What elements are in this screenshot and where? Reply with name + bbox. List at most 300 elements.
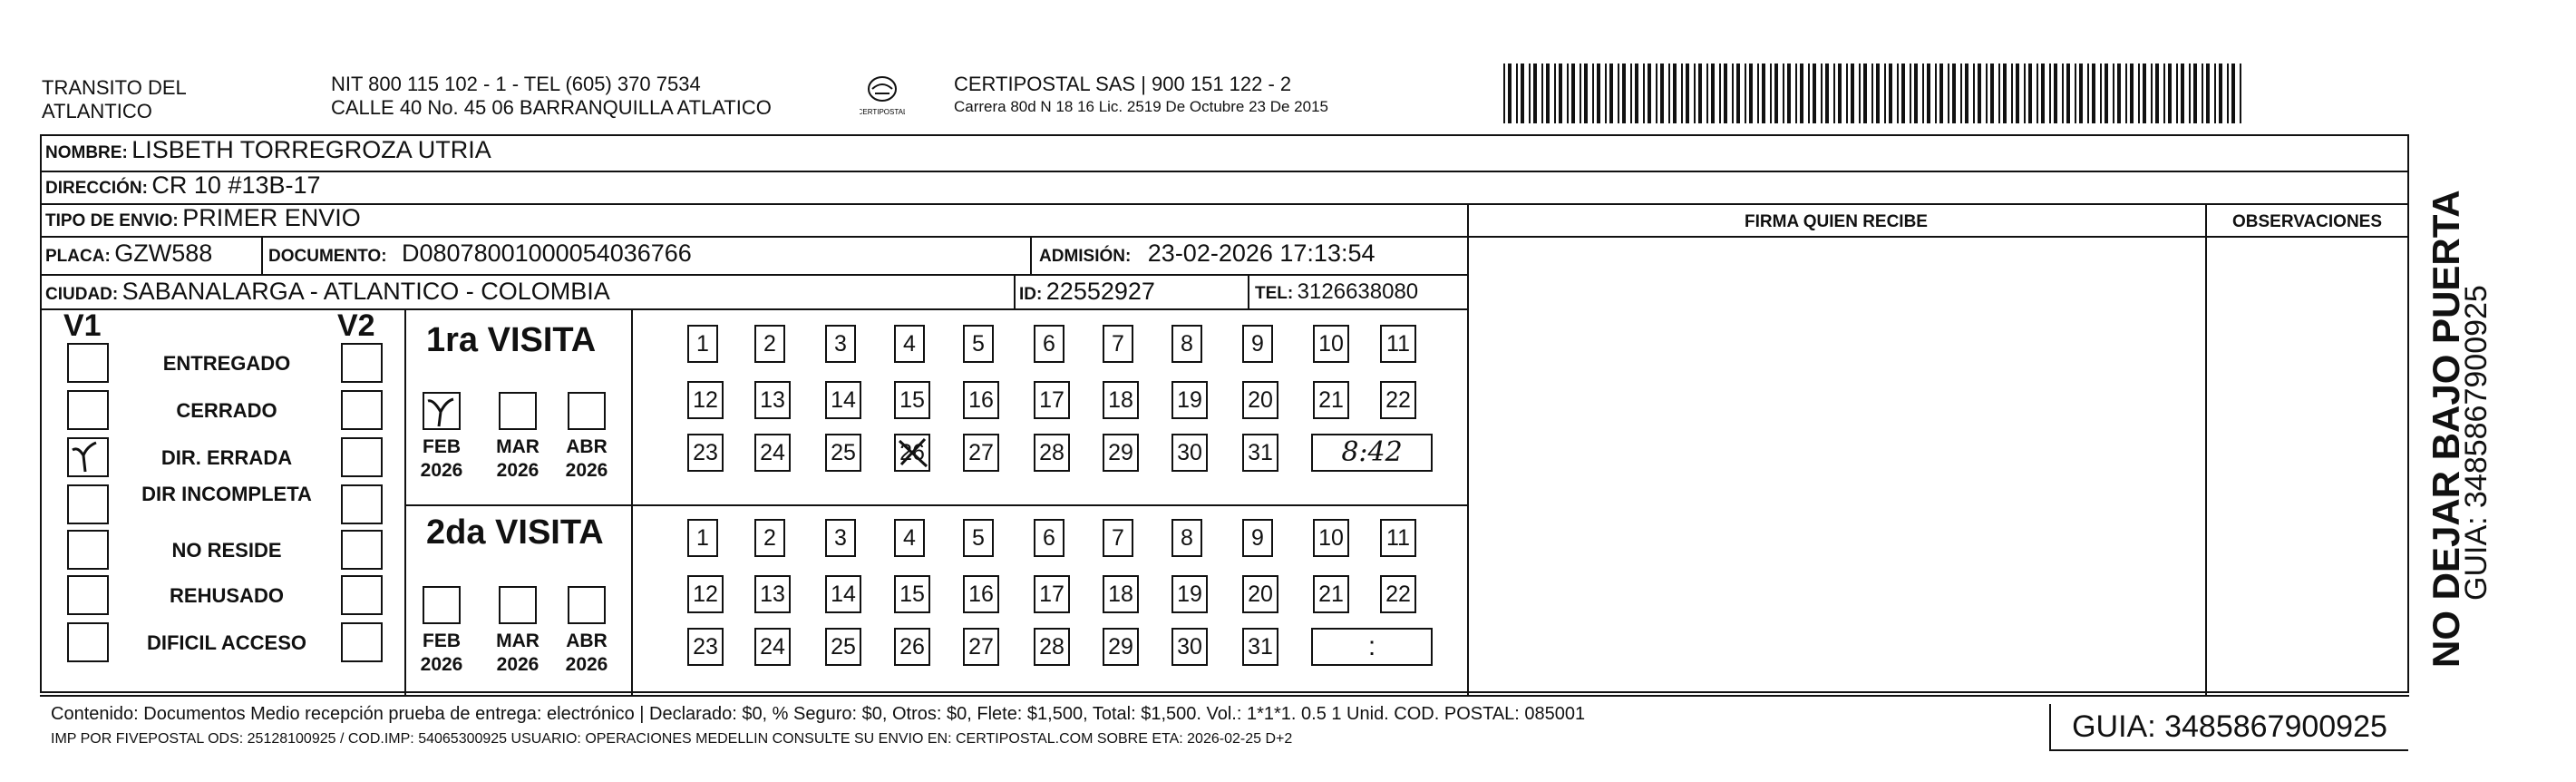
license-line: Carrera 80d N 18 16 Lic. 2519 De Octubre 23 De 2015	[954, 98, 1328, 115]
first-visit-day-25[interactable]	[825, 434, 861, 472]
v1-checkbox[interactable]	[67, 575, 109, 615]
barcode-bar	[1567, 64, 1569, 123]
sender-line-1: TRANSITO DEL	[42, 76, 187, 99]
barcode-bar	[1774, 64, 1778, 123]
barcode-bar	[2036, 64, 2038, 123]
first-visit-day-21[interactable]	[1313, 381, 1349, 419]
first-visit-month-feb-checkbox[interactable]	[423, 392, 461, 430]
first-visit-day-26[interactable]	[894, 434, 930, 472]
day-number: 9	[1251, 331, 1264, 357]
status-label: CERRADO	[176, 399, 277, 422]
second-visit-day-23[interactable]	[687, 628, 724, 666]
day-number: 2	[763, 525, 776, 551]
barcode-bar	[1749, 64, 1753, 123]
contents-line: Contenido: Documentos Medio recepción prueba de entrega: electrónico | Declarado: $0, % Seguro: $0, Otros: $0, Flete: $1,500, Total: $1,500. Vol.: 1*1*1. 0.5 1 Unid. COD. POSTAL: 085001	[51, 704, 1586, 724]
first-visit-day-29[interactable]	[1103, 434, 1139, 472]
day-number: 1	[696, 525, 709, 551]
day-number: 8	[1181, 525, 1193, 551]
v1-checkbox[interactable]	[67, 530, 109, 570]
barcode-bar	[1846, 64, 1848, 123]
day-number: 16	[968, 582, 994, 607]
second-visit-month-feb-checkbox[interactable]	[423, 586, 461, 624]
barcode-bar	[1821, 64, 1823, 123]
v2-checkbox[interactable]	[341, 484, 383, 524]
barcode-bar	[2041, 64, 2045, 123]
barcode-bar	[1533, 64, 1537, 123]
day-number: 8	[1181, 331, 1193, 357]
second-visit-day-24[interactable]	[754, 628, 791, 666]
side-guia: GUIA: 3485867900925	[2459, 285, 2493, 601]
status-label: DIFICIL ACCESO	[146, 631, 306, 654]
second-visit-day-17[interactable]	[1034, 575, 1070, 613]
barcode-bar	[1503, 64, 1505, 123]
day-number: 25	[831, 440, 856, 465]
first-visit-day-14[interactable]	[825, 381, 861, 419]
second-visit-day-7[interactable]	[1103, 519, 1133, 557]
barcode-bar	[2003, 64, 2007, 123]
barcode-bar	[1660, 64, 1664, 123]
barcode-bar	[1838, 64, 1842, 123]
v2-label: V2	[337, 308, 375, 343]
first-visit-day-6[interactable]	[1034, 325, 1064, 363]
second-visit-month-mar-checkbox[interactable]	[499, 586, 537, 624]
documento-cell	[268, 239, 692, 268]
barcode-bar	[2075, 64, 2076, 123]
sender-line-2: ATLANTICO	[42, 100, 152, 122]
placa-value: GZW588	[114, 239, 213, 267]
barcode-bar	[1910, 64, 1911, 123]
status-label: ENTREGADO	[162, 352, 291, 375]
direccion-value: CR 10 #13B-17	[151, 171, 321, 199]
day-number: 3	[834, 525, 847, 551]
v2-checkbox[interactable]	[341, 390, 383, 430]
day-number: 27	[968, 634, 994, 660]
barcode-bar	[2130, 64, 2134, 123]
day-number: 17	[1039, 582, 1064, 607]
barcode-bar	[1516, 64, 1518, 123]
barcode-bar	[1686, 64, 1689, 123]
barcode-bar	[2240, 64, 2241, 123]
barcode-bar	[1762, 64, 1765, 123]
day-number: 30	[1177, 634, 1202, 660]
second-visit-day-8[interactable]	[1171, 519, 1202, 557]
check-mark-icon	[69, 439, 107, 475]
barcode-bar	[1592, 64, 1594, 123]
barcode-bar	[1694, 64, 1696, 123]
first-visit-day-9[interactable]	[1242, 325, 1273, 363]
barcode-bar	[2138, 64, 2140, 123]
barcode-bar	[1698, 64, 1702, 123]
day-number: 1	[696, 331, 709, 357]
barcode-bar	[1825, 64, 1829, 123]
second-visit-day-27[interactable]	[963, 628, 999, 666]
first-visit-day-19[interactable]	[1171, 381, 1208, 419]
barcode-bar	[2189, 64, 2191, 123]
barcode-bar	[1580, 64, 1581, 123]
barcode-bar	[1571, 64, 1575, 123]
id-label: ID:	[1019, 285, 1043, 304]
barcode-bar	[1643, 64, 1645, 123]
second-visit-day-22[interactable]	[1380, 575, 1416, 613]
second-visit-day-12[interactable]	[687, 575, 724, 613]
barcode-bar	[2181, 64, 2184, 123]
first-visit-day-18[interactable]	[1103, 381, 1139, 419]
guia-box: GUIA: 3485867900925	[2049, 704, 2408, 751]
day-number: 26	[899, 440, 925, 465]
nit-line: NIT 800 115 102 - 1 - TEL (605) 370 7534	[331, 73, 701, 95]
second-visit-day-18[interactable]	[1103, 575, 1139, 613]
v1-checkbox[interactable]	[67, 343, 109, 383]
admision-value: 23-02-2026 17:13:54	[1147, 239, 1375, 267]
tel-cell	[1255, 279, 1418, 305]
observaciones-label: OBSERVACIONES	[2231, 212, 2383, 231]
barcode-bar	[2168, 64, 2172, 123]
direccion-row	[45, 171, 321, 200]
day-number: 28	[1039, 634, 1064, 660]
second-visit-day-3[interactable]	[825, 519, 856, 557]
day-number: 20	[1248, 387, 1273, 413]
barcode-bar	[2016, 64, 2019, 123]
direccion-label: DIRECCIÓN:	[45, 179, 148, 198]
barcode-bar	[1508, 64, 1512, 123]
barcode-bar	[1813, 64, 1816, 123]
barcode-bar	[2219, 64, 2222, 123]
barcode-bar	[1724, 64, 1727, 123]
ciudad-value: SABANALARGA - ATLANTICO - COLOMBIA	[122, 278, 610, 305]
second-visit-day-20[interactable]	[1242, 575, 1278, 613]
day-number: 29	[1108, 440, 1133, 465]
ciudad-cell	[45, 278, 610, 306]
v1-checkbox[interactable]	[67, 484, 109, 524]
v1-checkbox[interactable]	[67, 390, 109, 430]
tipo-label: TIPO DE ENVIO:	[45, 211, 179, 230]
second-visit-month-label: ABR 2026	[565, 630, 608, 675]
day-number: 27	[968, 440, 994, 465]
second-visit-month-label: FEB 2026	[420, 630, 463, 675]
day-number: 25	[831, 634, 856, 660]
barcode-bar	[1630, 64, 1632, 123]
first-visit-month-label: ABR 2026	[565, 436, 608, 481]
first-visit-day-23[interactable]	[687, 434, 724, 472]
first-visit-day-12[interactable]	[687, 381, 724, 419]
day-number: 22	[1385, 582, 1411, 607]
second-visit-day-30[interactable]	[1171, 628, 1208, 666]
v1-label: V1	[63, 308, 102, 343]
barcode-bar	[1648, 64, 1651, 123]
barcode-bar	[1681, 64, 1683, 123]
day-number: 19	[1177, 582, 1202, 607]
second-visit-day-25[interactable]	[825, 628, 861, 666]
day-number: 28	[1039, 440, 1064, 465]
first-visit-day-8[interactable]	[1171, 325, 1202, 363]
day-number: 23	[693, 440, 718, 465]
day-number: 30	[1177, 440, 1202, 465]
barcode-bar	[1711, 64, 1715, 123]
barcode-bar	[2193, 64, 2197, 123]
barcode-bar	[1897, 64, 1899, 123]
first-visit-day-11[interactable]	[1380, 325, 1416, 363]
first-visit-day-15[interactable]	[894, 381, 930, 419]
first-visit-day-24[interactable]	[754, 434, 791, 472]
day-number: 4	[903, 331, 916, 357]
day-number: 31	[1248, 634, 1273, 660]
first-visit-day-20[interactable]	[1242, 381, 1278, 419]
day-number: 11	[1386, 331, 1410, 357]
barcode-bar	[1876, 64, 1880, 123]
second-visit-day-2[interactable]	[754, 519, 785, 557]
first-visit-month-abr-checkbox[interactable]	[568, 392, 606, 430]
barcode-bar	[1559, 64, 1562, 123]
barcode-bar	[2087, 64, 2089, 123]
second-visit-day-1[interactable]	[687, 519, 718, 557]
day-number: 10	[1318, 331, 1344, 357]
barcode-bar	[1884, 64, 1886, 123]
nombre-label: NOMBRE:	[45, 143, 128, 162]
second-visit-day-10[interactable]	[1313, 519, 1349, 557]
barcode-bar	[2028, 64, 2032, 123]
day-number: 12	[693, 582, 718, 607]
first-visit-day-27[interactable]	[963, 434, 999, 472]
day-number: 19	[1177, 387, 1202, 413]
status-label: DIR. ERRADA	[160, 446, 293, 469]
day-number: 31	[1248, 440, 1273, 465]
barcode-bar	[2155, 64, 2159, 123]
first-visit-day-31[interactable]	[1242, 434, 1278, 472]
day-number: 16	[968, 387, 994, 413]
barcode-bar	[1618, 64, 1619, 123]
company-info	[954, 73, 1328, 116]
day-number: 24	[760, 634, 785, 660]
day-number: 13	[760, 387, 785, 413]
first-visit-month-label: FEB 2026	[420, 436, 463, 481]
first-visit-month-mar-checkbox[interactable]	[499, 392, 537, 430]
id-cell	[1019, 278, 1155, 306]
tipo-value: PRIMER ENVIO	[182, 204, 361, 231]
second-visit-day-5[interactable]	[963, 519, 994, 557]
barcode-bar	[1795, 64, 1797, 123]
barcode-bar	[1990, 64, 1994, 123]
first-visit-day-10[interactable]	[1313, 325, 1349, 363]
barcode-bar	[1800, 64, 1803, 123]
barcode-bar	[2011, 64, 2013, 123]
day-number: 12	[693, 387, 718, 413]
v2-checkbox[interactable]	[341, 575, 383, 615]
barcode-bar	[1939, 64, 1943, 123]
tipo-envio-row	[45, 204, 361, 232]
second-visit-day-19[interactable]	[1171, 575, 1208, 613]
v1-checkbox[interactable]	[67, 437, 109, 477]
barcode-bar	[1998, 64, 2000, 123]
first-visit-time-box[interactable]: 8:42	[1311, 434, 1433, 472]
day-number: 18	[1108, 582, 1133, 607]
v2-checkbox[interactable]	[341, 437, 383, 477]
first-visit-day-7[interactable]	[1103, 325, 1133, 363]
day-number: 4	[903, 525, 916, 551]
barcode-bar	[1529, 64, 1531, 123]
firma-label: FIRMA QUIEN RECIBE	[1745, 212, 1928, 231]
documento-value: D08078001000054036766	[402, 239, 692, 267]
barcode-bar	[1668, 64, 1670, 123]
second-visit-day-15[interactable]	[894, 575, 930, 613]
second-visit-day-4[interactable]	[894, 519, 925, 557]
day-number: 20	[1248, 582, 1273, 607]
first-visit-day-30[interactable]	[1171, 434, 1208, 472]
documento-label: DOCUMENTO:	[268, 247, 387, 266]
status-label: NO RESIDE	[171, 539, 282, 562]
no-dejar-notice: NO DEJAR BAJO PUERTA	[2425, 190, 2467, 668]
sender-name	[42, 76, 187, 123]
first-visit-day-4[interactable]	[894, 325, 925, 363]
barcode-bar	[1597, 64, 1600, 123]
second-visit-day-9[interactable]	[1242, 519, 1273, 557]
second-visit-day-31[interactable]	[1242, 628, 1278, 666]
barcode-bar	[2231, 64, 2235, 123]
day-number: 5	[972, 525, 985, 551]
day-number: 29	[1108, 634, 1133, 660]
barcode-bar	[1736, 64, 1740, 123]
barcode-bar	[1656, 64, 1657, 123]
barcode-bar	[2151, 64, 2153, 123]
barcode-bar	[2113, 64, 2114, 123]
barcode-bar	[2163, 64, 2165, 123]
second-visit-day-26[interactable]	[894, 628, 930, 666]
second-visit-time-box[interactable]: :	[1311, 628, 1433, 666]
nombre-value: LISBETH TORREGROZA UTRIA	[131, 136, 491, 163]
first-visit-day-5[interactable]	[963, 325, 994, 363]
second-visit-day-11[interactable]	[1380, 519, 1416, 557]
sender-info	[331, 73, 772, 120]
day-number: 7	[1112, 525, 1124, 551]
v2-checkbox[interactable]	[341, 622, 383, 662]
second-visit-day-16[interactable]	[963, 575, 999, 613]
barcode-bar	[1978, 64, 1981, 123]
day-number: 7	[1112, 331, 1124, 357]
status-label: REHUSADO	[170, 584, 284, 607]
barcode-bar	[2100, 64, 2102, 123]
barcode-bar	[2117, 64, 2121, 123]
day-number: 3	[834, 331, 847, 357]
barcode-bar	[1546, 64, 1550, 123]
tel-label: TEL:	[1255, 284, 1294, 303]
day-number: 11	[1386, 525, 1410, 551]
barcode-bar	[1952, 64, 1956, 123]
barcode-bar	[1859, 64, 1861, 123]
barcode-bar	[1605, 64, 1607, 123]
second-visit-day-21[interactable]	[1313, 575, 1349, 613]
barcode-bar	[1914, 64, 1918, 123]
barcode-bar	[1808, 64, 1810, 123]
placa-label: PLACA:	[45, 247, 111, 266]
placa-cell	[45, 239, 212, 268]
first-visit-day-13[interactable]	[754, 381, 791, 419]
cross-mark-icon	[894, 434, 934, 474]
second-visit-day-28[interactable]	[1034, 628, 1070, 666]
v2-checkbox[interactable]	[341, 530, 383, 570]
barcode-bar	[1554, 64, 1556, 123]
barcode-bar	[1783, 64, 1784, 123]
check-mark-icon	[424, 394, 459, 428]
day-number: 21	[1318, 387, 1344, 413]
barcode-bar	[2214, 64, 2216, 123]
barcode-bar	[1757, 64, 1759, 123]
second-visit-day-14[interactable]	[825, 575, 861, 613]
id-value: 22552927	[1045, 278, 1155, 305]
v2-checkbox[interactable]	[341, 343, 383, 383]
second-visit-month-abr-checkbox[interactable]	[568, 586, 606, 624]
first-visit-day-28[interactable]	[1034, 434, 1070, 472]
barcode-bar	[2024, 64, 2026, 123]
first-visit-day-22[interactable]	[1380, 381, 1416, 419]
second-visit-day-6[interactable]	[1034, 519, 1064, 557]
barcode-bar	[2125, 64, 2127, 123]
barcode-bar	[1635, 64, 1638, 123]
tel-value: 3126638080	[1297, 279, 1419, 304]
barcode-bar	[1745, 64, 1746, 123]
barcode-bar	[1833, 64, 1835, 123]
barcode-bar	[1871, 64, 1873, 123]
day-number: 6	[1043, 525, 1055, 551]
first-visit-month-label: MAR 2026	[496, 436, 540, 481]
barcode-bar	[1770, 64, 1772, 123]
barcode-bar	[1609, 64, 1613, 123]
barcode-bar	[1973, 64, 1975, 123]
barcode-bar	[1787, 64, 1791, 123]
ciudad-label: CIUDAD:	[45, 285, 119, 304]
day-number: 14	[831, 387, 856, 413]
first-visit-day-2[interactable]	[754, 325, 785, 363]
nombre-row	[45, 136, 491, 164]
barcode-bar	[2079, 64, 2083, 123]
day-number: 15	[899, 387, 925, 413]
barcode-bar	[2066, 64, 2070, 123]
barcode-bar	[2049, 64, 2051, 123]
barcode-bar	[1673, 64, 1677, 123]
admision-label: ADMISIÓN:	[1039, 247, 1132, 266]
second-visit-day-29[interactable]	[1103, 628, 1139, 666]
company-line: CERTIPOSTAL SAS | 900 151 122 - 2	[954, 73, 1292, 95]
barcode-bar	[1851, 64, 1854, 123]
barcode-bar	[2202, 64, 2203, 123]
day-number: 13	[760, 582, 785, 607]
day-number: 21	[1318, 582, 1344, 607]
first-visit-day-1[interactable]	[687, 325, 718, 363]
barcode-bar	[1863, 64, 1867, 123]
first-visit-day-3[interactable]	[825, 325, 856, 363]
day-number: 6	[1043, 331, 1055, 357]
day-number: 2	[763, 331, 776, 357]
barcode	[1503, 64, 2247, 123]
first-visit-day-16[interactable]	[963, 381, 999, 419]
barcode-bar	[1927, 64, 1930, 123]
second-visit-day-13[interactable]	[754, 575, 791, 613]
barcode-bar	[2062, 64, 2064, 123]
first-visit-day-17[interactable]	[1034, 381, 1070, 419]
imp-line: IMP POR FIVEPOSTAL ODS: 25128100925 / COD.IMP: 54065300925 USUARIO: OPERACIONES MEDELLIN CONSULTE SU ENVIO EN: CERTIPOSTAL.COM SOBRE ETA: 2026-02-25 D+2	[51, 731, 1293, 747]
day-number: 24	[760, 440, 785, 465]
admision-cell	[1039, 239, 1375, 268]
barcode-bar	[2176, 64, 2178, 123]
barcode-bar	[1706, 64, 1708, 123]
day-number: 10	[1318, 525, 1344, 551]
v1-checkbox[interactable]	[67, 622, 109, 662]
day-number: 9	[1251, 525, 1264, 551]
barcode-bar	[2054, 64, 2057, 123]
day-number: 5	[972, 331, 985, 357]
barcode-bar	[1541, 64, 1543, 123]
barcode-bar	[2143, 64, 2146, 123]
barcode-bar	[1732, 64, 1734, 123]
barcode-bar	[1965, 64, 1968, 123]
